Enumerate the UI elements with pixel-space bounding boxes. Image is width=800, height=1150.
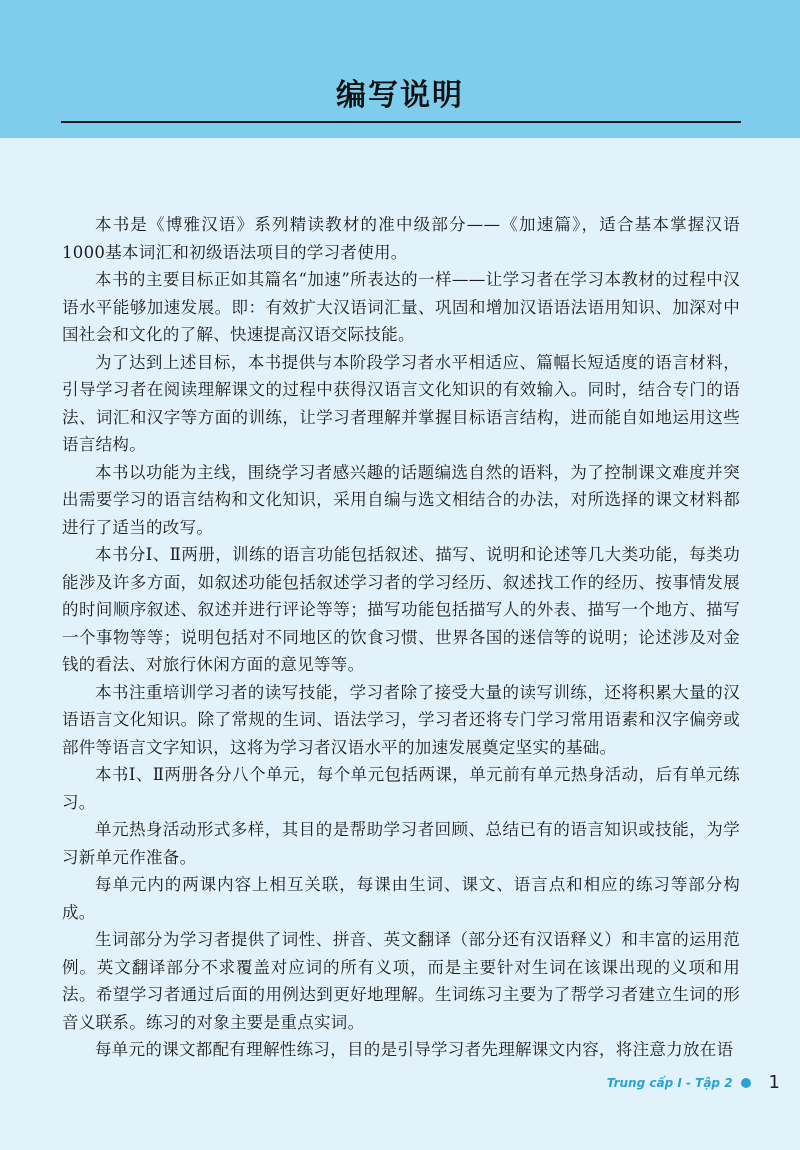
footer-book-label: Trung cấp I - Tập 2 xyxy=(606,1075,733,1090)
paragraph: 本书Ⅰ、Ⅱ两册各分八个单元，每个单元包括两课，单元前有单元热身活动，后有单元练习。 xyxy=(62,765,740,812)
header-band xyxy=(0,0,800,138)
paragraph: 每单元内的两课内容上相互关联，每课由生词、课文、语言点和相应的练习等部分构成。 xyxy=(62,875,740,922)
paragraph: 本书分Ⅰ、Ⅱ两册，训练的语言功能包括叙述、描写、说明和论述等几大类功能，每类功能涉及许多方面，如叙述功能包括叙述学习者的学习经历、叙述找工作的经历、按事情发展的时间顺序叙述、叙述并进行评论等等；描写功能包括描写人的外表、描写一个地方、描写一个事物等等；说明包括对不同地区的饮食习惯、世界各国的迷信等的说明；论述涉及对金钱的看法、对旅行休闲方面的意见等等。 xyxy=(62,545,740,674)
paragraph: 本书以功能为主线，围绕学习者感兴趣的话题编选自然的语料，为了控制课文难度并突出需要学习的语言结构和文化知识，采用自编与选文相结合的办法，对所选择的课文材料都进行了适当的改写。 xyxy=(62,462,740,537)
paragraph: 为了达到上述目标，本书提供与本阶段学习者水平相适应、篇幅长短适度的语言材料，引导学习者在阅读理解课文的过程中获得汉语言文化知识的有效输入。同时，结合专门的语法、词汇和汉字等方面的训练，让学习者理解并掌握目标语言结构，进而能自如地运用这些语言结构。 xyxy=(62,352,740,454)
page-footer xyxy=(607,1072,780,1093)
paragraph: 本书的主要目标正如其篇名“加速”所表达的一样——让学习者在学习本教材的过程中汉语水平能够加速发展。即：有效扩大汉语词汇量、巩固和增加汉语语法语用知识、加深对中国社会和文化的了解、快速提高汉语交际技能。 xyxy=(62,270,740,344)
footer-dot-icon xyxy=(741,1078,751,1088)
page-number: 1 xyxy=(768,1072,780,1093)
title-underline xyxy=(61,121,741,123)
paragraph: 单元热身活动形式多样，其目的是帮助学习者回顾、总结已有的语言知识或技能，为学习新单元作准备。 xyxy=(62,820,740,867)
paragraph: 生词部分为学习者提供了词性、拼音、英文翻译（部分还有汉语释义）和丰富的运用范例。英文翻译部分不求覆盖对应词的所有义项，而是主要针对生词在该课出现的义项和用法。希望学习者通过后面的用例达到更好地理解。生词练习主要为了帮学习者建立生词的形音义联系。练习的对象主要是重点实词。 xyxy=(62,930,740,1032)
paragraph: 每单元的课文都配有理解性练习，目的是引导学习者先理解课文内容，将注意力放在语 xyxy=(95,1040,734,1059)
paragraph: 本书是《博雅汉语》系列精读教材的准中级部分——《加速篇》，适合基本掌握汉语1000基本词汇和初级语法项目的学习者使用。 xyxy=(62,215,740,262)
paragraph: 本书注重培训学习者的读写技能，学习者除了接受大量的读写训练，还将积累大量的汉语语言文化知识。除了常规的生词、语法学习，学习者还将专门学习常用语素和汉字偏旁或部件等语言文字知识，这将为学习者汉语水平的加速发展奠定坚实的基础。 xyxy=(62,682,740,757)
body-text xyxy=(62,211,740,1064)
page-title: 编写说明 xyxy=(336,78,464,113)
